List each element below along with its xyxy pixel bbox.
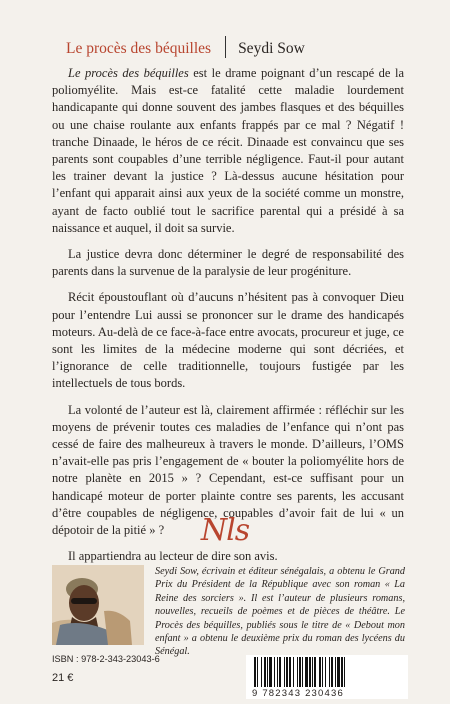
barcode-bar	[289, 657, 291, 687]
barcode-bar	[267, 657, 268, 687]
barcode-bar	[297, 657, 298, 687]
author-name: Seydi Sow	[238, 40, 305, 57]
barcode-bar	[341, 657, 343, 687]
blurb-title-italic: Le procès des béquilles	[68, 66, 189, 80]
barcode-bar	[254, 657, 256, 687]
cover-header	[66, 36, 410, 59]
barcode-bar	[269, 657, 272, 687]
author-photo	[52, 565, 144, 645]
barcode-bar	[299, 657, 301, 687]
barcode-bars	[246, 655, 408, 689]
barcode-bar	[309, 657, 311, 687]
blurb-paragraph-2: La justice devra donc déterminer le degré de responsabilité des parents dans la survenue de la paralysie de leur progéniture.	[52, 247, 404, 279]
barcode-bar	[344, 657, 345, 687]
barcode-bar	[293, 657, 294, 687]
barcode-bar	[274, 657, 275, 687]
barcode-bar	[279, 657, 281, 687]
blurb-paragraph-5: Il appartiendra au lecteur de dire son avis.	[68, 549, 278, 564]
header-divider	[225, 36, 226, 58]
barcode-bar	[325, 657, 326, 687]
barcode-bar	[314, 657, 316, 687]
barcode-bar	[277, 657, 278, 687]
blurb-paragraph-4: La volonté de l’auteur est là, clairement affirmée : réfléchir sur les moyens de prévenir toutes ces maladies de l’enfance qui n’ont pas cessé de faire des malheureux à travers le monde. D’ailleurs, l’OMS n’avait-elle pas pris l’engagement de « bouter la poliomyélite hors de notre planète en 2015 » ? Cependant, est-ce suffisant pour un handicapé moteur de porter plainte contre ses parents, les accusant d’être coupables de négligence, coupables d’avoir fait de lui « un dépotoir de la pitié » ?	[52, 402, 404, 538]
isbn: ISBN : 978-2-343-23043-6	[52, 654, 160, 664]
blurb-paragraph-3: Récit époustouflant où d’aucuns n’hésitent pas à convoquer Dieu pour l’entendre Lui aussi se prononcer sur le drame des handicapés moteurs. Au-delà de ce face-à-face entre avocats, procureur et juge, ce sont les limites de la médecine moderne qui sont décriées, et l’ignorance de celle traditionnelle, toujours fustigée par les intellectuels de tous bords.	[52, 290, 404, 391]
barcode-bar	[264, 657, 266, 687]
author-bio: Seydi Sow, écrivain et éditeur sénégalais, a obtenu le Grand Prix du Président de la République avec son roman « La Reine des sorciers ». Il est l’auteur de plusieurs romans, nouvelles, recueils de poèmes et de pièces de théâtre. Le Procès des béquilles, publiés sous le titre de « Debout mon enfant » a obtenu le deuxième prix du roman des lycéens du Sénégal.	[155, 566, 405, 658]
barcode-bar	[329, 657, 330, 687]
barcode-bar	[319, 657, 321, 687]
book-title: Le procès des béquilles	[66, 40, 212, 57]
barcode-bar	[312, 657, 313, 687]
blurb	[52, 65, 404, 574]
barcode-bar	[335, 657, 336, 687]
barcode-bar	[305, 657, 308, 687]
barcode-bar	[337, 657, 340, 687]
barcode-bar	[257, 657, 258, 687]
publisher-logo: Nls	[200, 513, 250, 548]
barcode-bar	[331, 657, 333, 687]
barcode-bar	[322, 657, 323, 687]
barcode-bar	[302, 657, 303, 687]
barcode-digits: 9 782343 230436	[252, 688, 344, 699]
barcode-bar	[284, 657, 285, 687]
barcode-bar	[286, 657, 288, 687]
price: 21 €	[52, 672, 74, 684]
barcode-bar	[261, 657, 262, 687]
author-portrait-image	[52, 565, 144, 645]
blurb-paragraph-1-text: est le drame poignant d’un rescapé de la poliomyélite. Mais est-ce fatalité cette maladie lourdement handicapante qui donne souvent des jambes flasques et des béquilles ou une chaise roulante aux enfants frappés par ce mal ? Négatif ! tranche Dinaade, le héros de ce récit. Dinaade est convaincu que ses parents sont coupables d’une terrible négligence. Faut-il pour autant les trainer devant la justice ? Là-dessus aucune hésitation pour l’enfant qui apparait ainsi aux yeux de la société comme un monstre, ayant de facto oublié tout le sacrifice parental qui a présidé à sa naissance et auquel, il doit sa survie.	[52, 66, 404, 235]
blurb-paragraph-1	[52, 65, 404, 237]
